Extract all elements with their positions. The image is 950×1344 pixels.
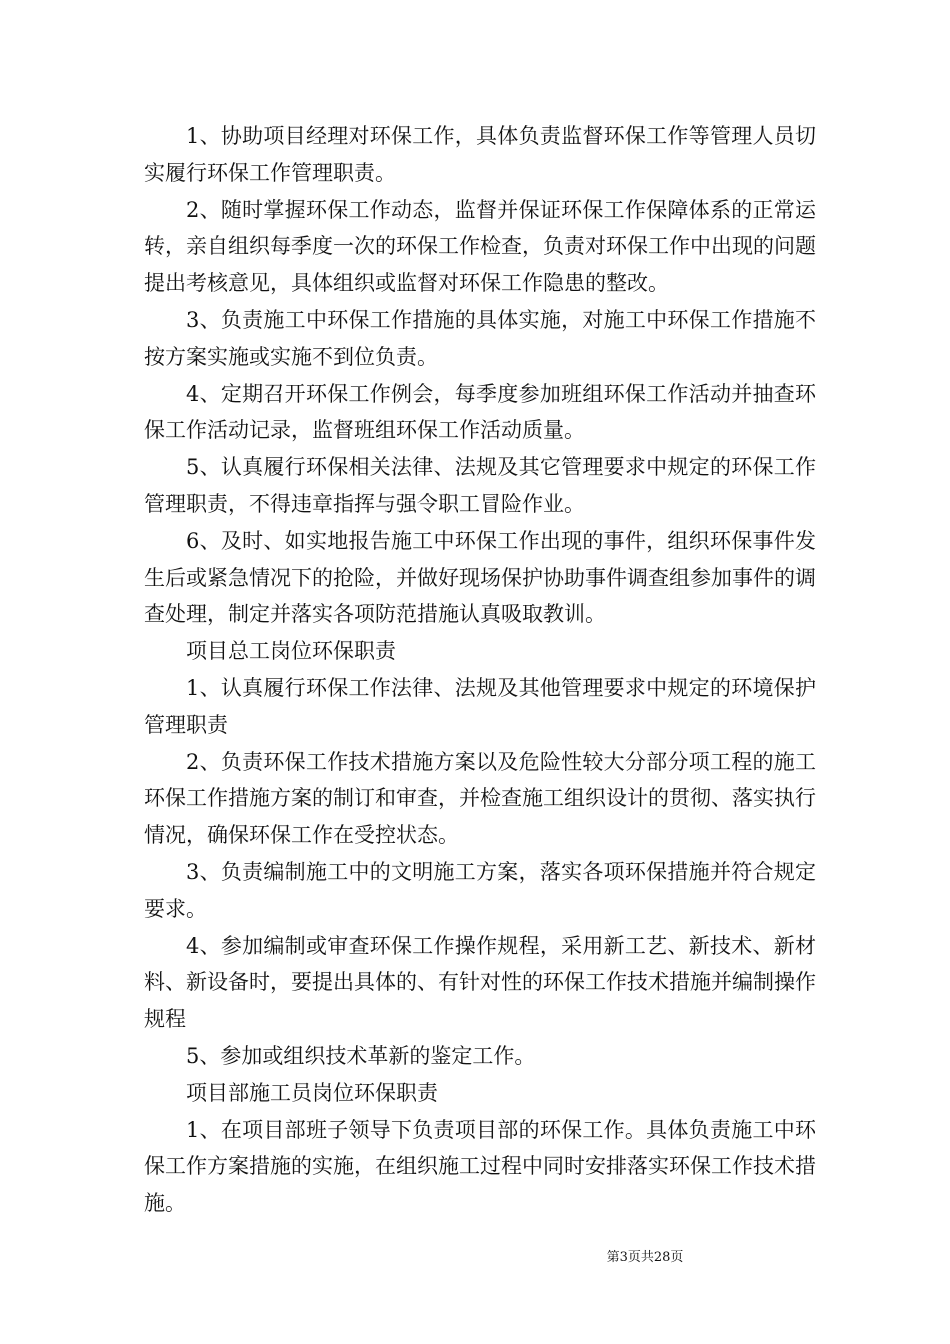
paragraph: 3、负责编制施工中的文明施工方案，落实各项环保措施并符合规定要求。: [144, 859, 816, 921]
paragraph: 5、认真履行环保相关法律、法规及其它管理要求中规定的环保工作管理职责，不得违章指挥与强令职工冒险作业。: [144, 455, 816, 516]
paragraph: 1、认真履行环保工作法律、法规及其他管理要求中规定的环境保护管理职责: [144, 675, 816, 737]
paragraph: 1、协助项目经理对环保工作，具体负责监督环保工作等管理人员切实履行环保工作管理职责。: [144, 124, 816, 185]
paragraph: 6、及时、如实地报告施工中环保工作出现的事件，组织环保事件发生后或紧急情况下的抢险，并做好现场保护协助事件调查组参加事件的调查处理，制定并落实各项防范措施认真吸取教训。: [144, 528, 816, 627]
paragraph: 4、参加编制或审查环保工作操作规程，采用新工艺、新技术、新材料、新设备时，要提出具体的、有针对性的环保工作技术措施并编制操作规程: [144, 933, 816, 1032]
paragraph: 4、定期召开环保工作例会，每季度参加班组环保工作活动并抽查环保工作活动记录，监督班组环保工作活动质量。: [144, 381, 816, 443]
section-heading: 项目总工岗位环保职责: [186, 639, 396, 664]
paragraph: 1、在项目部班子领导下负责项目部的环保工作。具体负责施工中环保工作方案措施的实施，在组织施工过程中同时安排落实环保工作技术措施。: [144, 1117, 816, 1216]
page-number: 第3页共28页: [606, 1250, 684, 1265]
document-body: [144, 118, 816, 1222]
paragraph: 5、参加或组织技术革新的鉴定工作。: [186, 1043, 536, 1068]
section-heading: 项目部施工员岗位环保职责: [186, 1080, 438, 1105]
paragraph: 3、负责施工中环保工作措施的具体实施，对施工中环保工作措施不按方案实施或实施不到位负责。: [144, 307, 816, 369]
paragraph: 2、负责环保工作技术措施方案以及危险性较大分部分项工程的施工环保工作措施方案的制订和审查，并检查施工组织设计的贯彻、落实执行情况，确保环保工作在受控状态。: [144, 749, 816, 848]
paragraph: 2、随时掌握环保工作动态，监督并保证环保工作保障体系的正常运转，亲自组织每季度一次的环保工作检查，负责对环保工作中出现的问题提出考核意见，具体组织或监督对环保工作隐患的整改。: [144, 197, 816, 296]
